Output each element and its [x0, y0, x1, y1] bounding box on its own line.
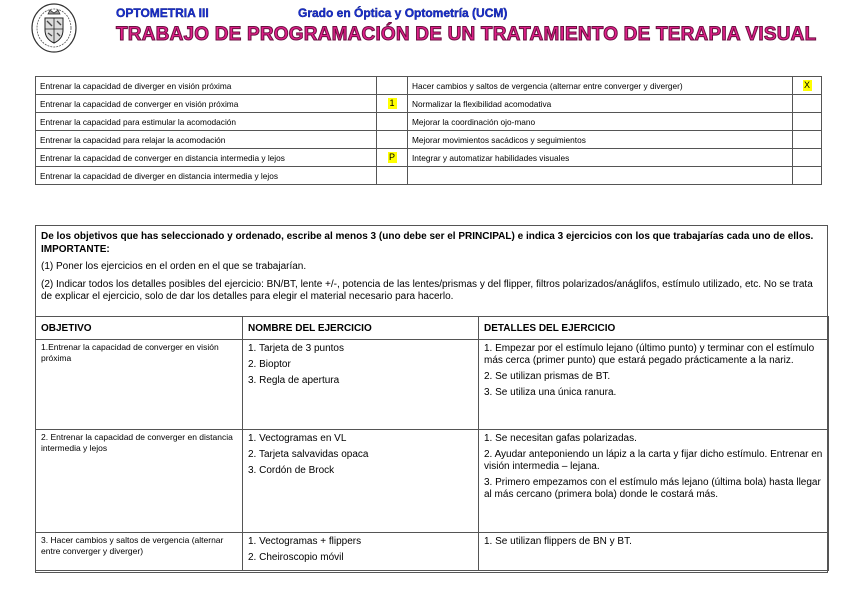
- instructions: [41, 231, 823, 304]
- objective-label: Normalizar la flexibilidad acomodativa: [408, 95, 793, 113]
- table-header-row: [36, 317, 829, 340]
- objective-label: Hacer cambios y saltos de vergencia (alternar entre converger y diverger): [408, 77, 793, 95]
- exercise-detail: 3. Se utiliza una única ranura.: [484, 387, 617, 398]
- objective-mark-cell[interactable]: [793, 95, 822, 113]
- objective-mark-cell[interactable]: [377, 131, 408, 149]
- exercise-details-cell: [479, 533, 829, 571]
- objective-mark-cell[interactable]: [377, 95, 408, 113]
- selected-mark: X: [803, 80, 810, 90]
- exercise-table: [35, 316, 829, 571]
- exercise-detail: 1. Se necesitan gafas polarizadas.: [484, 433, 637, 444]
- exercise-name: 2. Cheiroscopio móvil: [248, 552, 344, 563]
- table-row: [36, 533, 829, 571]
- degree-name: Grado en Óptica y Optometría (UCM): [298, 6, 508, 20]
- university-seal-logo: [30, 2, 78, 54]
- exercise-name: 3. Regla de apertura: [248, 375, 340, 386]
- exercise-name: 1. Tarjeta de 3 puntos: [248, 343, 344, 354]
- objective-label: Entrenar la capacidad de converger en distancia intermedia y lejos: [36, 149, 377, 167]
- exercise-details-cell: [479, 340, 829, 430]
- exercise-name: 3. Cordón de Brock: [248, 465, 335, 476]
- table-row: [36, 149, 822, 167]
- exercise-detail: 2. Se utilizan prismas de BT.: [484, 371, 611, 382]
- objective-mark-cell[interactable]: [377, 77, 408, 95]
- table-row: [36, 167, 822, 185]
- objective-label: Entrenar la capacidad de converger en visión próxima: [36, 95, 377, 113]
- objectives-table: [35, 76, 822, 185]
- exercise-names-cell: [243, 340, 479, 430]
- exercise-detail: 1. Se utilizan flippers de BN y BT.: [484, 536, 632, 547]
- objective-mark-cell[interactable]: [793, 131, 822, 149]
- objective-label: Entrenar la capacidad para relajar la acomodación: [36, 131, 377, 149]
- objective-label: Integrar y automatizar habilidades visuales: [408, 149, 793, 167]
- page-title: TRABAJO DE PROGRAMACIÓN DE UN TRATAMIENTO DE TERAPIA VISUAL: [116, 24, 817, 45]
- exercise-detail: 1. Empezar por el estímulo lejano (último punto) y terminar con el estímulo más cerca (primer punto) que estará pegado prácticamente a la nariz.: [484, 343, 815, 366]
- objective-mark-cell[interactable]: [793, 167, 822, 185]
- exercise-detail: 3. Primero empezamos con el estímulo más lejano (última bola) hasta llegar al más cercano (primera bola) donde le costará más.: [484, 477, 821, 500]
- exercise-detail: 2. Ayudar anteponiendo un lápiz a la carta y fijar dicho estímulo. Entrenar en visión intermedia – lejana.: [484, 449, 823, 472]
- objective-cell: 1.Entrenar la capacidad de converger en visión próxima: [36, 340, 243, 430]
- exercise-name: 1. Vectogramas en VL: [248, 433, 347, 444]
- column-header-objective: OBJETIVO: [36, 317, 243, 340]
- table-row: [36, 430, 829, 533]
- selected-mark: P: [388, 152, 395, 162]
- objective-mark-cell[interactable]: [377, 113, 408, 131]
- instructions-note-2: (2) Indicar todos los detalles posibles del ejercicio: BN/BT, lente +/-, potencia de las lentes/prismas y del flipper, filtros polarizados/anáglifos, estímulo utilizado, etc. No se trata de explicar el ejercicio, solo de dar los detalles para elegir el material necesario para hacerlo.: [41, 278, 813, 302]
- objective-label: Mejorar movimientos sacádicos y seguimientos: [408, 131, 793, 149]
- exercise-names-cell: [243, 533, 479, 571]
- objective-cell: 2. Entrenar la capacidad de converger en distancia intermedia y lejos: [36, 430, 243, 533]
- exercise-names-cell: [243, 430, 479, 533]
- objective-mark-cell[interactable]: [377, 167, 408, 185]
- objective-label: Mejorar la coordinación ojo-mano: [408, 113, 793, 131]
- objective-label: Entrenar la capacidad de diverger en distancia intermedia y lejos: [36, 167, 377, 185]
- exercise-name: 1. Vectogramas + flippers: [248, 536, 362, 547]
- objective-mark-cell[interactable]: [793, 149, 822, 167]
- objective-label: [408, 167, 793, 185]
- objective-mark-cell[interactable]: [377, 149, 408, 167]
- instructions-heading: De los objetivos que has seleccionado y ordenado, escribe al menos 3 (uno debe ser el PRINCIPAL) e indica 3 ejercicios con los que trabajarías cada uno de ellos. IMPORTANTE:: [41, 231, 814, 255]
- exercise-details-cell: [479, 430, 829, 533]
- objective-label: Entrenar la capacidad de diverger en visión próxima: [36, 77, 377, 95]
- column-header-exercise-name: NOMBRE DEL EJERCICIO: [243, 317, 479, 340]
- selected-mark: 1: [389, 98, 395, 108]
- exercise-name: 2. Bioptor: [248, 359, 291, 370]
- instructions-note-1: (1) Poner los ejercicios en el orden en el que se trabajarían.: [41, 261, 307, 272]
- exercise-name: 2. Tarjeta salvavidas opaca: [248, 449, 369, 460]
- table-row: [36, 340, 829, 430]
- column-header-exercise-details: DETALLES DEL EJERCICIO: [479, 317, 829, 340]
- objective-cell: 3. Hacer cambios y saltos de vergencia (alternar entre converger y diverger): [36, 533, 243, 571]
- objective-mark-cell[interactable]: [793, 77, 822, 95]
- table-row: [36, 113, 822, 131]
- course-name: OPTOMETRIA III: [116, 6, 209, 20]
- table-row: [36, 131, 822, 149]
- table-row: [36, 95, 822, 113]
- objective-label: Entrenar la capacidad para estimular la acomodación: [36, 113, 377, 131]
- table-row: [36, 77, 822, 95]
- objective-mark-cell[interactable]: [793, 113, 822, 131]
